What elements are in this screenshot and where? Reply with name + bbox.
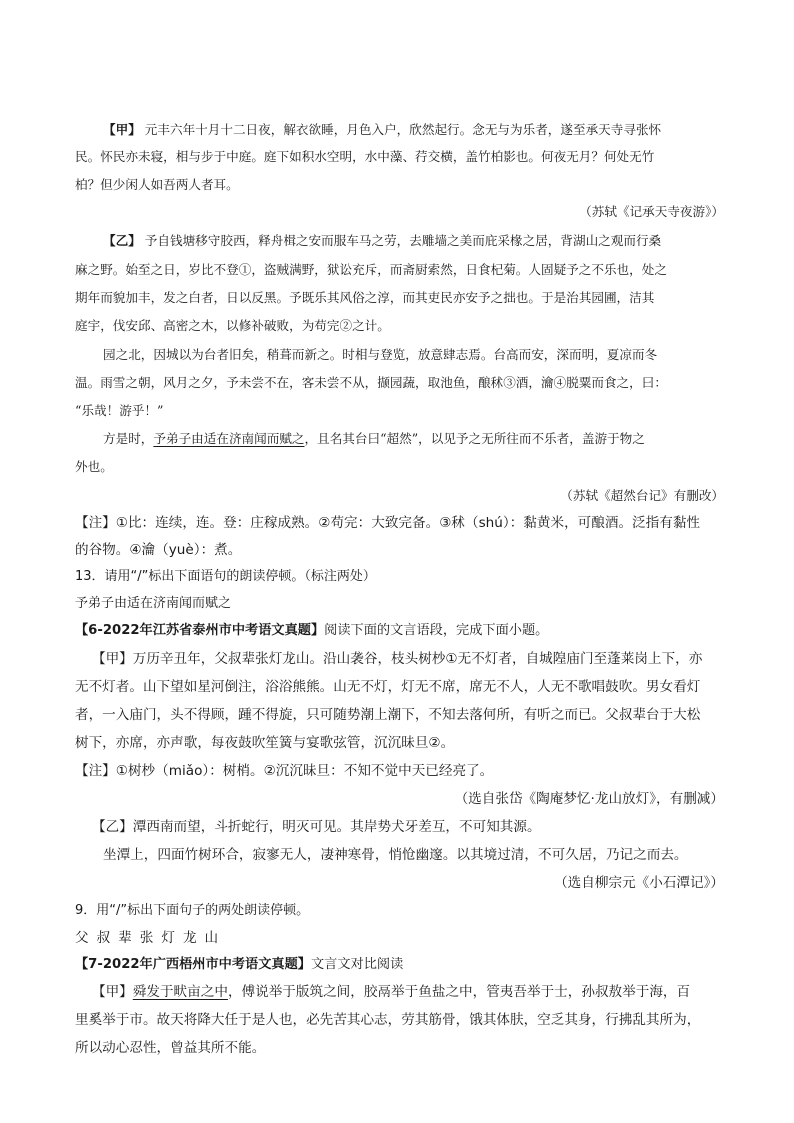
passage-yi-text: 予自钱塘移守胶西，释舟楫之安而服车马之劳，去雕墙之美而庇采椽之居，背湖山之观而行桑 <box>144 233 662 248</box>
underlined-sentence: 予弟子由适在济南闻而赋之 <box>153 431 305 446</box>
passage-yi-para3-suffix: ，且名其台曰“超然”，以见予之无所往而不乐者，盖游于物之 <box>304 431 645 446</box>
passage-yi-para3-line-1 <box>103 430 645 448</box>
section-7-jia-line-2: 里奚举于市。故天将降大任于是人也，必先苦其心志，劳其筋骨，饿其体肤，空乏其身，行拂乱其所为， <box>75 1012 701 1028</box>
passage-jia-text: 元丰六年十月十二日夜，解衣欲睡，月色入户，欣然起行。念无与为乐者，遂至承天寺寻张怀 <box>144 122 662 137</box>
question-13-sentence: 予弟子由适在济南闻而赋之 <box>75 596 232 611</box>
question-9-sentence: 父叔辈张灯龙山 <box>75 930 227 946</box>
section-7-jia-mark: 【甲】 <box>92 984 133 1000</box>
passage-yi-para2-line-1: 园之北，因城以为台者旧矣，稍葺而新之。时相与登览，放意肆志焉。台高而安，深而明，夏凉而冬 <box>103 347 658 362</box>
passage-yi-para2-line-3: “乐哉！游乎！” <box>75 403 164 418</box>
section-6-jia-line-4: 树下，亦席，亦声歌，每夜鼓吹笙簧与宴歌弦管，沉沉昧旦②。 <box>75 735 455 751</box>
section-6-note: 【注】①树杪（miǎo）：树梢。②沉沉昧旦：不知不觉中天已经亮了。 <box>75 763 494 779</box>
section-7-underlined: 舜发于畎亩之中 <box>132 984 228 1000</box>
section-7-header <box>75 956 403 974</box>
section-6-tag: 【6-2022年江苏省泰州市中考语文真题】 <box>75 623 325 638</box>
section-6-yi-line-1: 【乙】潭西南而望，斗折蛇行，明灭可见。其岸势犬牙差互，不可知其源。 <box>92 819 541 835</box>
section-6-jia-line-2: 无不灯者。山下望如星河倒注，浴浴熊熊。山无不灯，灯无不席，席无不人，人无不歌唱鼓吹。男女看灯 <box>75 679 701 695</box>
section-6-yi-source: （选自柳宗元《小石潭记》） <box>554 875 724 891</box>
question-9: 9．用“/”标出下面句子的两处朗读停顿。 <box>75 903 310 918</box>
passage-yi-para3-prefix: 方是时， <box>103 431 154 446</box>
section-6-jia-line-1: 【甲】万历辛丑年，父叔辈张灯龙山。沿山袭谷，枝头树杪①无不灯者，自城隍庙门至蓬莱岗上下，亦 <box>92 651 703 667</box>
passage-yi-line-1 <box>103 232 661 250</box>
section-7-jia-rest: ，傅说举于版筑之间，胶鬲举于鱼盐之中，管夷吾举于士，孙叔敖举于海，百 <box>227 984 691 1000</box>
passage-yi-source: （苏轼《超然台记》有删改） <box>560 488 724 503</box>
note-line-2: 的谷物。④瀹（yuè）：煮。 <box>75 542 242 558</box>
section-6-jia-source: （选自张岱《陶庵梦忆·龙山放灯》，有删减） <box>454 791 724 807</box>
passage-jia-line-2: 民。怀民亦未寝，相与步于中庭。庭下如积水空明，水中藻、荇交横，盖竹柏影也。何夜无月？何处无竹 <box>75 149 655 164</box>
section-6-header <box>75 622 548 640</box>
passage-jia-line-1 <box>103 121 661 139</box>
question-13: 13．请用“/”标出下面语句的朗读停顿。（标注两处） <box>75 569 376 584</box>
passage-yi-line-4: 庭宇，伐安邱、高密之木，以修补破败，为苟完②之计。 <box>75 318 390 333</box>
passage-yi-mark: 【乙】 <box>103 233 141 248</box>
passage-yi-line-2: 麻之野。始至之日，岁比不登①，盗贼满野，狱讼充斥，而斋厨索然，日食杞菊。人固疑予之不乐也，处之 <box>75 262 667 277</box>
passage-yi-para3-line-2: 外也。 <box>75 459 113 474</box>
passage-yi-line-3: 期年而貌加丰，发之白者，日以反黑。予既乐其风俗之淳，而其吏民亦安予之拙也。于是治其园圃，洁其 <box>75 290 655 305</box>
passage-jia-mark: 【甲】 <box>103 122 141 137</box>
section-6-instruction: 阅读下面的文言语段，完成下面小题。 <box>324 623 549 638</box>
passage-jia-source: （苏轼《记承天寺夜游》） <box>579 204 724 219</box>
section-7-jia-line-1 <box>92 983 690 1001</box>
section-6-jia-line-3: 者，一入庙门，头不得顾，踵不得旋，只可随势潮上潮下，不知去落何所，有听之而已。父叔辈台于大松 <box>75 707 701 723</box>
note-line-1: 【注】①比：连续，连。登：庄稼成熟。②苟完：大致完备。③秫（shú）：黏黄米，可酿酒。泛指有黏性 <box>75 515 701 531</box>
section-7-instruction: 文言文对比阅读 <box>310 957 404 972</box>
section-7-jia-line-3: 所以动心忍性，曾益其所不能。 <box>75 1040 266 1056</box>
passage-jia-line-3: 柏？但少闲人如吾两人者耳。 <box>75 177 239 192</box>
passage-yi-para2-line-2: 温。雨雪之朝，风月之夕，予未尝不在，客未尝不从，撷园蔬，取池鱼，酿秫③酒，瀹④脱粟而食之，曰： <box>75 375 667 390</box>
section-7-tag: 【7-2022年广西梧州市中考语文真题】 <box>75 957 311 972</box>
section-6-yi-line-2: 坐潭上，四面竹树环合，寂寥无人，凄神寒骨，悄怆幽邃。以其境过清，不可久居，乃记之而去。 <box>103 847 688 863</box>
